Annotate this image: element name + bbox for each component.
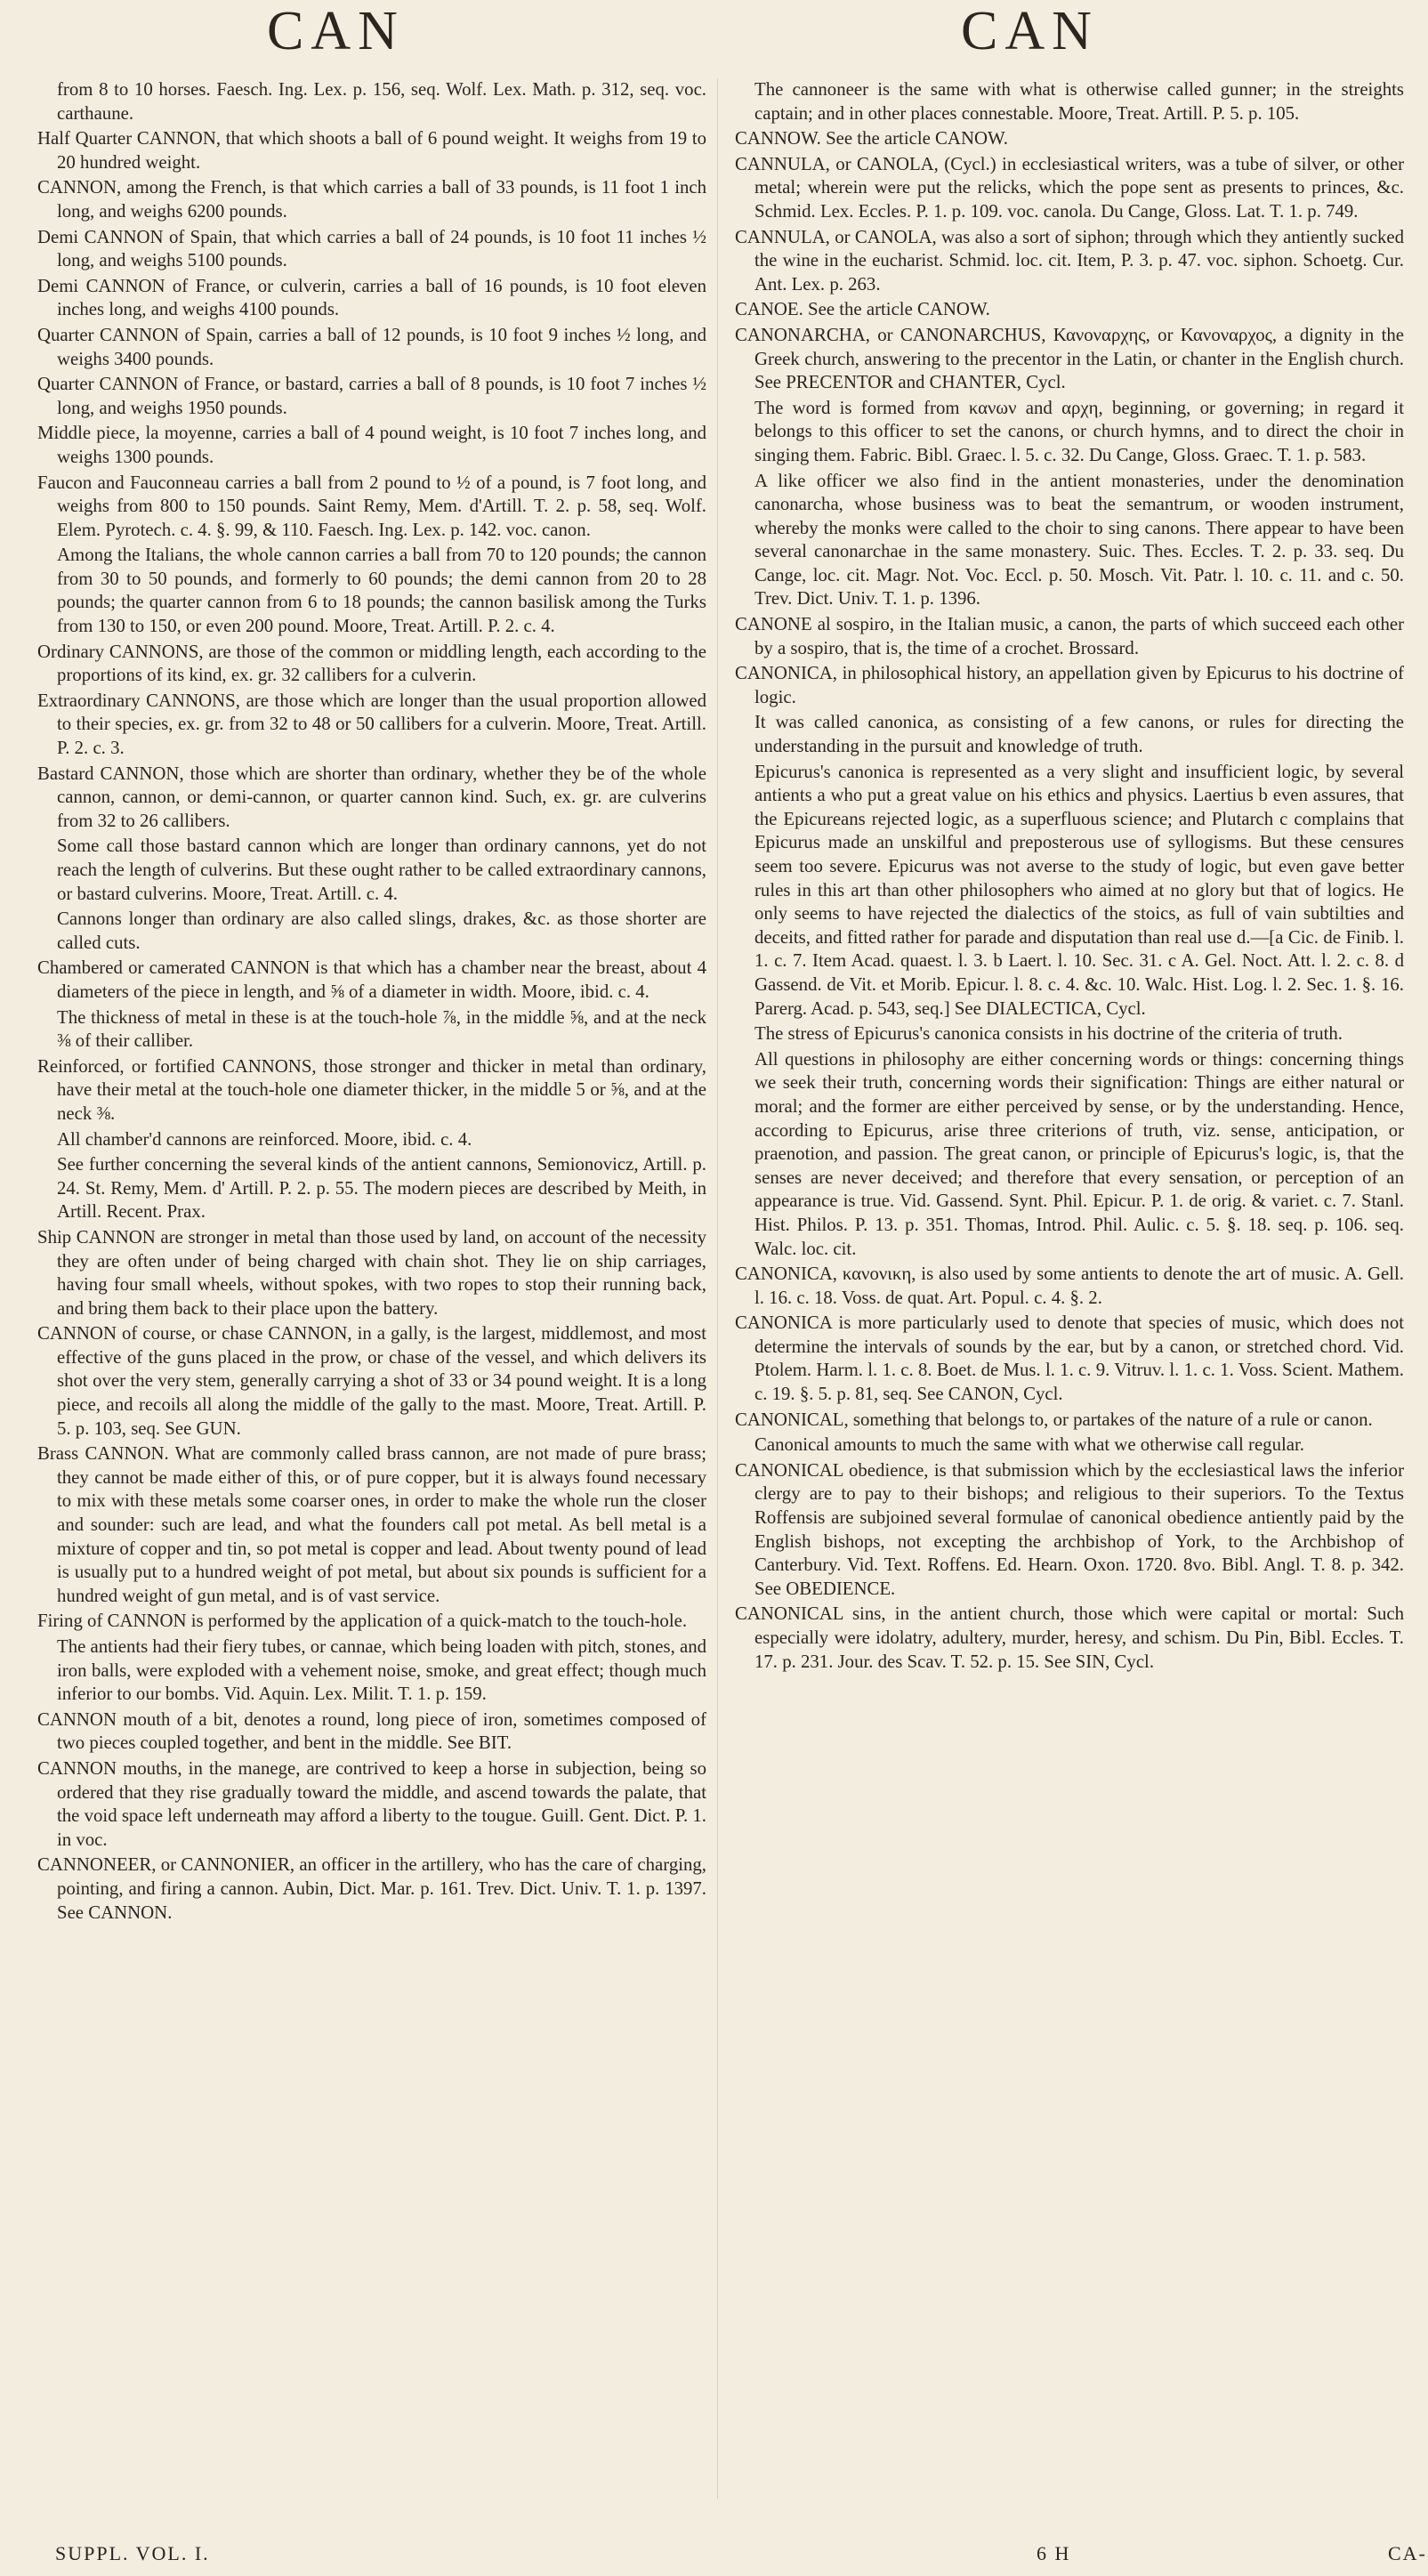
dictionary-entry: CANNOW. See the article CANOW.: [735, 128, 1008, 149]
dictionary-entry: Reinforced, or fortified CANNONS, those stronger and thicker in metal than ordinary, have their metal at the touch-hole one diameter thicker, in the middle 5 or ⅝, and at the neck ⅜.: [37, 1055, 706, 1124]
dictionary-entry: Firing of CANNON is performed by the application of a quick-match to the touch-hole.: [37, 1611, 688, 1632]
gathering-mark: 6 H: [1037, 2542, 1071, 2564]
dictionary-entry: It was called canonica, as consisting of a few canons, or rules for directing the understanding in the pursuit and knowledge of truth.: [754, 712, 1404, 757]
dictionary-entry: CANOE. See the article CANOW.: [735, 299, 990, 320]
dictionary-entry: The antients had their fiery tubes, or cannae, which being loaden with pitch, stones, and iron balls, were exploded with a vehement noise, smoke, and great effect; though much inferior to our bombs. Vid. Aquin. Lex. Milit. T. 1. p. 159.: [57, 1636, 706, 1705]
dictionary-entry: Some call those bastard cannon which are longer than ordinary cannons, yet do not reach the length of culverins. But these ought rather to be called extraordinary cannons, or bastard culverins. Moore, Treat. Artill. c. 4.: [57, 836, 706, 904]
dictionary-entry: CANONICAL sins, in the antient church, those which were capital or mortal: Such especially were idolatry, adultery, murder, heresy, and schism. Du Pin, Bibl. Eccles. T. 17. p. 231. Jour. des Scav. T. 52. p. 15. See SIN, Cycl.: [735, 1603, 1404, 1672]
running-head-right: CAN: [961, 1, 1099, 61]
running-head-left: CAN: [267, 1, 405, 61]
dictionary-entry: All chamber'd cannons are reinforced. Moore, ibid. c. 4.: [57, 1128, 472, 1150]
dictionary-entry: Bastard CANNON, those which are shorter than ordinary, whether they be of the whole cannon, cannon, or demi-cannon, or quarter cannon kind. Such, ex. gr. are culverins from 32 to 26 callibers.: [37, 763, 706, 831]
dictionary-entry: Ship CANNON are stronger in metal than those used by land, on account of the necessity they are often under of being charged with chain shot. They lie on ship carriages, having four small wheels, without spokes, with two ropes to stop their running back, and bring them back to their place upon the battery.: [37, 1226, 706, 1319]
left-column: [37, 78, 706, 2539]
dictionary-entry: CANONICAL obedience, is that submission which by the ecclesiastical laws the inferior clergy are to pay to their bishops; and religious to their superiors. To the Textus Roffensis are subjoined several formulae of canonical obedience antiently paid by the English bishops, not excepting the archbishop of York, to the Archbishop of Canterbury. Vid. Text. Roffens. Ed. Hearn. Oxon. 1720. 8vo. Bibl. Angl. T. 8. p. 342. See OBEDIENCE.: [735, 1459, 1404, 1599]
dictionary-entry: CANNON mouths, in the manege, are contrived to keep a horse in subjection, being so ordered that they rise gradually toward the middle, and ascend towards the palate, that the void space left underneath may afford a liberty to the tougue. Guill. Gent. Dict. P. 1. in voc.: [37, 1757, 706, 1850]
dictionary-entry: Among the Italians, the whole cannon carries a ball from 70 to 120 pounds; the cannon from 30 to 50 pounds, and formerly to 60 pounds; the demi cannon from 20 to 28 pounds; the quarter cannon from 6 to 18 pounds; the cannon basilisk among the Turks from 130 to 150, or even 200 pound. Moore, Treat. Artill. P. 2. c. 4.: [57, 545, 706, 637]
dictionary-entry: CANONE al sospiro, in the Italian music, a canon, the parts of which succeed each other by a sospiro, that is, the time of a crochet. Brossard.: [735, 614, 1404, 658]
dictionary-entry: CANONICA, κανονικη, is also used by some antients to denote the art of music. A. Gell. l. 16. c. 18. Voss. de quat. Art. Popul. c. 4. §. 2.: [735, 1264, 1404, 1308]
dictionary-entry: CANNON, among the French, is that which carries a ball of 33 pounds, is 11 foot 1 inch long, and weighs 6200 pounds.: [37, 177, 706, 222]
dictionary-entry: Extraordinary CANNONS, are those which are longer than the usual proportion allowed to their species, ex. gr. from 32 to 48 or 50 callibers for a culverin. Moore, Treat. Artill. P. 2. c. 3.: [37, 690, 706, 759]
dictionary-entry: The word is formed from κανων and αρχη, beginning, or governing; in regard it belongs to this officer to set the canons, or church hymns, and to direct the choir in singing them. Fabric. Bibl. Graec. l. 5. c. 32. Du Cange, Gloss. Graec. T. 1. p. 583.: [754, 397, 1404, 465]
dictionary-entry: CANONICA, in philosophical history, an appellation given by Epicurus to his doctrine of logic.: [735, 663, 1404, 707]
dictionary-entry: The cannoneer is the same with what is otherwise called gunner; in the streights captain; and in other places connestable. Moore, Treat. Artill. P. 5. p. 105.: [754, 79, 1404, 124]
dictionary-entry: Canonical amounts to much the same with what we otherwise call regular.: [754, 1434, 1304, 1456]
dictionary-entry: The thickness of metal in these is at the touch-hole ⅞, in the middle ⅝, and at the neck ⅜ of their calliber.: [57, 1006, 706, 1052]
dictionary-entry: Epicurus's canonica is represented as a very slight and insufficient logic, by several antients a who put a great value on his ethics and physics. Laertius b even assures, that the Epicureans rejected logic, as a superfluous science; and Plutarch c complains that Epicurus made an unskilful and preposterous use of syllogisms. But these censures seem too severe. Epicurus was not averse to the study of logic, but even gave better rules in this art than other philosophers who aimed at no glory but that of logics. He only seems to have rejected the dialectics of the stoics, as full of vain subtilties and deceits, and fitted rather for parade and disputation than real use d.—[a Cic. de Finib. l. 1. c. 7. Item Acad. quaest. l. 3. b Laert. l. 10. Sec. 31. c A. Gel. Noct. Att. l. 2. c. 8. d Gassend. de Vit. et Morib. Epicur. l. 8. c. 4. &c. 10. Walc. Hist. Log. l. 2. Sec. 1. §. 16. Parerg. Acad. p. 543, seq.] See DIALECTICA, Cycl.: [754, 761, 1404, 1019]
dictionary-entry: Chambered or camerated CANNON is that which has a chamber near the breast, about 4 diameters of the piece in length, and ⅝ of a diameter in width. Moore, ibid. c. 4.: [37, 957, 706, 1002]
dictionary-entry: All questions in philosophy are either concerning words or things: concerning things we seek their truth, concerning words their signification: Things are either natural or moral; and the former are either perceived by sense, or by the understanding. Hence, according to Epicurus, arise three criterions of truth, viz. sense, anticipation, or praenotion, and passion. The great canon, or principle of Epicurus's logic, is, that the senses are never deceived; and therefore that every sensation, or perception of an appearance is true. Vid. Gassend. Synt. Phil. Epicur. P. 1. de orig. & variet. c. 7. Stanl. Hist. Philos. P. 13. p. 351. Thomas, Introd. Phil. Aulic. c. 5. §. 18. seq. p. 106. seq. Walc. loc. cit.: [754, 1048, 1404, 1259]
signature-mark: SUPPL. VOL. I.: [55, 2542, 210, 2564]
dictionary-entry: from 8 to 10 horses. Faesch. Ing. Lex. p. 156, seq. Wolf. Lex. Math. p. 312, seq. voc. carthaune.: [57, 79, 706, 124]
dictionary-entry: Half Quarter CANNON, that which shoots a ball of 6 pound weight. It weighs from 19 to 20 hundred weight.: [37, 128, 706, 173]
dictionary-entry: Demi CANNON of France, or culverin, carries a ball of 16 pounds, is 10 foot eleven inches long, and weighs 4100 pounds.: [37, 275, 706, 320]
dictionary-entry: CANNULA, or CANOLA, (Cycl.) in ecclesiastical writers, was a tube of silver, or other metal; wherein were put the relicks, which the pope sent as presents to princes, &c. Schmid. Lex. Eccles. P. 1. p. 109. voc. canola. Du Cange, Gloss. Lat. T. 1. p. 749.: [735, 153, 1404, 222]
dictionary-entry: A like officer we also find in the antient monasteries, under the denomination canonarcha, whose business was to beat the semantrum, or wooden instrument, whereby the monks were called to the choir to sing canons. There appear to have been several canonarchae in the same monastery. Suic. Thes. Eccles. T. 2. p. 33. seq. Du Cange, loc. cit. Magr. Not. Voc. Eccl. p. 50. Mosch. Vit. Patr. l. 10. c. 11. and c. 50. Trev. Dict. Univ. T. 1. p. 1396.: [754, 470, 1404, 610]
dictionary-entry: Cannons longer than ordinary are also called slings, drakes, &c. as those shorter are called cuts.: [57, 908, 706, 953]
dictionary-entry: CANNON mouth of a bit, denotes a round, long piece of iron, sometimes composed of two pieces coupled together, and bent in the middle. See BIT.: [37, 1708, 706, 1754]
dictionary-entry: Quarter CANNON of France, or bastard, carries a ball of 8 pounds, is 10 foot 7 inches ½ long, and weighs 1950 pounds.: [37, 374, 706, 418]
dictionary-entry: CANNON of course, or chase CANNON, in a gally, is the largest, middlemost, and most effective of the guns placed in the prow, or chase of the vessel, and which delivers its shot over the very stem, generally carrying a shot of 33 or 34 pound weight. It is a long piece, and recoils all along the middle of the gally to the mast. Moore, Treat. Artill. P. 5. p. 103, seq. See GUN.: [37, 1323, 706, 1439]
dictionary-entry: Middle piece, la moyenne, carries a ball of 4 pound weight, is 10 foot 7 inches long, and weighs 1300 pounds.: [37, 423, 706, 467]
catchword: CA-: [1388, 2542, 1427, 2564]
dictionary-entry: Quarter CANNON of Spain, carries a ball of 12 pounds, is 10 foot 9 inches ½ long, and weighs 3400 pounds.: [37, 324, 706, 369]
dictionary-entry: CANNONEER, or CANNONIER, an officer in the artillery, who has the care of charging, pointing, and firing a cannon. Aubin, Dict. Mar. p. 161. Trev. Dict. Univ. T. 1. p. 1397. See CANNON.: [37, 1854, 706, 1923]
dictionary-entry: Brass CANNON. What are commonly called brass cannon, are not made of pure brass; they cannot be made either of this, or of pure copper, but it is always found necessary to mix with these metals some coarser ones, in order to make the whole run the closer and sounder: such are lead, and what the founders call pot metal. As bell metal is a mixture of copper and tin, so pot metal is copper and lead. About twenty pound of lead is usually put to a hundred weight of pot metal, but about six pounds is sufficient for a hundred weight of gun metal, and is of vast service.: [37, 1443, 706, 1606]
dictionary-entry: Faucon and Fauconneau carries a ball from 2 pound to ½ of a pound, is 7 foot long, and weighs from 800 to 150 pounds. Saint Remy, Mem. d'Artill. T. 2. p. 58, seq. Wolf. Elem. Pyrotech. c. 4. §. 99, & 110. Faesch. Ing. Lex. p. 142. voc. canon.: [37, 472, 706, 540]
dictionary-entry: See further concerning the several kinds of the antient cannons, Semionovicz, Artill. p. 24. St. Remy, Mem. d' Artill. P. 2. p. 55. The modern pieces are described by Meith, in Artill. Recent. Prax.: [57, 1154, 706, 1223]
dictionary-entry: CANONICA is more particularly used to denote that species of music, which does not determine the intervals of sounds by the ear, but by a canon, or stretched chord. Vid. Ptolem. Harm. l. 1. c. 8. Boet. de Mus. l. 1. c. 9. Vitruv. l. 1. c. 1. Voss. Scient. Mathem. c. 19. §. 5. p. 81, seq. See CANON, Cycl.: [735, 1312, 1404, 1405]
dictionary-entry: Ordinary CANNONS, are those of the common or middling length, each according to the proportions of its kind, ex. gr. 32 callibers for a culverin.: [37, 641, 706, 686]
dictionary-entry: CANNULA, or CANOLA, was also a sort of siphon; through which they antiently sucked the wine in the eucharist. Schmid. loc. cit. Item, P. 3. p. 47. voc. siphon. Schoetg. Cur. Ant. Lex. p. 263.: [735, 226, 1404, 295]
dictionary-entry: CANONARCHA, or CANONARCHUS, Κανοναρχης, or Κανοναρχος, a dignity in the Greek church, answering to the precentor in the Latin, or chanter in the English church. See PRECENTOR and CHANTER, Cycl.: [735, 324, 1404, 393]
dictionary-entry: Demi CANNON of Spain, that which carries a ball of 24 pounds, is 10 foot 11 inches ½ long, and weighs 5100 pounds.: [37, 226, 706, 271]
column-divider: [717, 78, 718, 2499]
dictionary-entry: CANONICAL, something that belongs to, or partakes of the nature of a rule or canon.: [735, 1409, 1373, 1430]
dictionary-entry: The stress of Epicurus's canonica consists in his doctrine of the criteria of truth.: [754, 1023, 1343, 1045]
right-column: [735, 78, 1404, 2499]
